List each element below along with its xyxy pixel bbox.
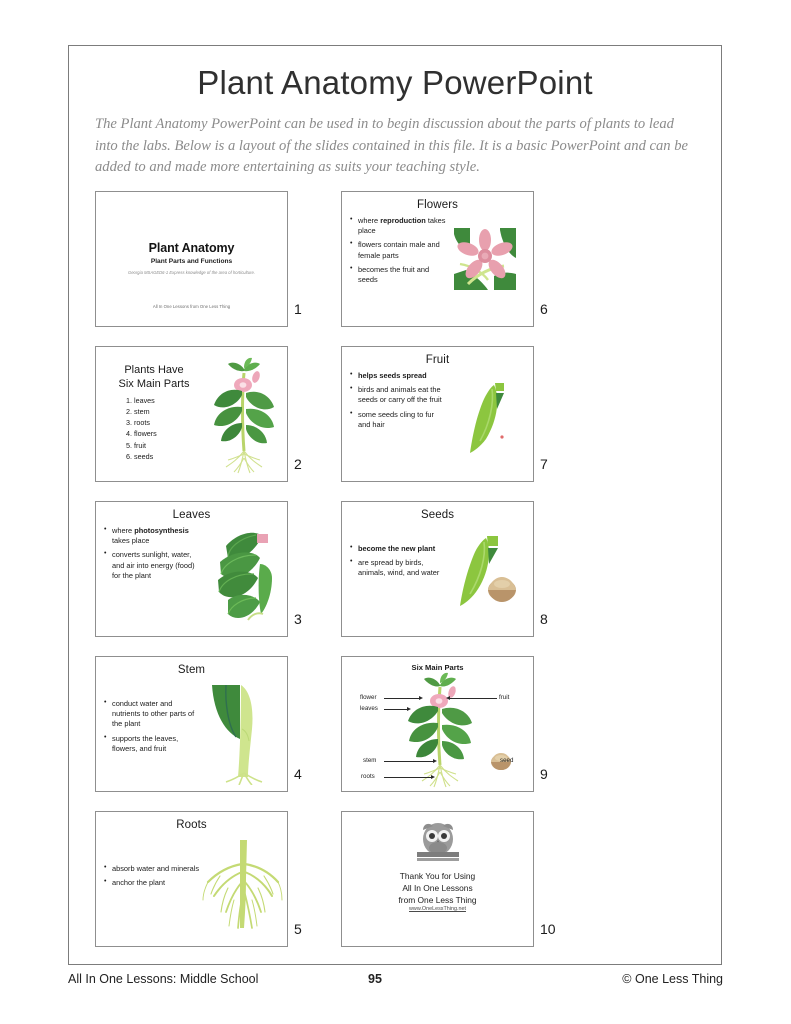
list-item: 1. leaves xyxy=(126,396,155,405)
slide-canvas-9 xyxy=(341,656,534,792)
slide1-main-title: Plant Anatomy xyxy=(148,241,235,255)
slide-thumbnail-1[interactable] xyxy=(95,191,333,346)
bullet-bold: become the new plant xyxy=(358,544,436,553)
bullet-pre: are spread by birds, animals, wind, and water xyxy=(358,558,440,578)
slide-number-6: 6 xyxy=(540,301,548,317)
page-footer xyxy=(68,972,723,992)
slide7-bullets xyxy=(350,371,446,434)
bullet-item xyxy=(350,410,446,430)
diagram-label-seed: seed xyxy=(500,757,514,764)
slide-thumbnail-4[interactable] xyxy=(95,656,333,811)
slide-thumbnail-6[interactable] xyxy=(341,191,579,346)
slide2-parts-list xyxy=(126,395,157,462)
leaves-illustration xyxy=(208,524,280,628)
slide-canvas-2 xyxy=(95,346,288,482)
slide-number-1: 1 xyxy=(294,301,302,317)
slide2-heading-line1: Plants Have xyxy=(124,364,184,376)
slide-canvas-8 xyxy=(341,501,534,637)
slide5-title: Roots xyxy=(176,819,207,831)
bullet-bold: photosynthesis xyxy=(134,526,189,535)
bullet-item xyxy=(350,385,446,405)
bullet-item xyxy=(104,526,200,546)
slide-number-7: 7 xyxy=(540,456,548,472)
slide7-title: Fruit xyxy=(425,354,450,366)
slide-number-5: 5 xyxy=(294,921,302,937)
leader-line-stem xyxy=(384,761,434,762)
arrow-roots xyxy=(431,775,435,779)
leader-line-roots xyxy=(384,777,432,778)
bullet-pre: supports the leaves, flowers, and fruit xyxy=(112,733,179,753)
arrow-flower xyxy=(419,696,423,700)
pod-and-seed-illustration xyxy=(458,534,524,610)
slide3-title: Leaves xyxy=(172,509,211,521)
bullet-pre: absorb water and minerals xyxy=(112,864,200,873)
bullet-item xyxy=(104,864,200,874)
slide-canvas-5 xyxy=(95,811,288,947)
arrow-fruit xyxy=(446,696,450,700)
bullet-item xyxy=(104,878,200,888)
slide-number-4: 4 xyxy=(294,766,302,782)
bullet-pre: anchor the plant xyxy=(112,878,166,888)
list-item: 2. stem xyxy=(126,407,150,417)
bullet-pre: where xyxy=(358,216,381,225)
slide10-url-link[interactable]: www.OneLessThing.net xyxy=(409,906,466,912)
list-item: 6. seeds xyxy=(126,451,154,461)
thanks-line-1: Thank You for Using xyxy=(399,871,476,881)
bullet-item xyxy=(350,544,446,554)
diagram-label-flower: flower xyxy=(360,694,377,701)
slide-canvas-7 xyxy=(341,346,534,482)
page-title: Plant Anatomy PowerPoint xyxy=(197,64,593,101)
slide3-bullets xyxy=(104,526,200,585)
slide-thumbnail-2[interactable] xyxy=(95,346,333,501)
leader-line-flower xyxy=(384,698,420,699)
bullet-item xyxy=(104,699,200,730)
slide8-bullets xyxy=(350,544,446,583)
slide-canvas-10 xyxy=(341,811,534,947)
footer-copyright: © One Less Thing xyxy=(622,972,723,986)
bullet-post: takes place xyxy=(112,536,150,546)
slide1-standard-text: Georgia MSAGED6-1 Express knowledge of the area of horticulture. xyxy=(128,270,255,275)
slide-canvas-4 xyxy=(95,656,288,792)
slide4-title: Stem xyxy=(177,664,206,676)
list-item: 3. roots xyxy=(126,418,150,428)
bullet-bold: helps seeds spread xyxy=(358,371,427,380)
bullet-pre: conduct water and nutrients to other parts of the plant xyxy=(112,699,195,729)
slide-number-9: 9 xyxy=(540,766,548,782)
diagram-label-leaves: leaves xyxy=(360,705,378,712)
leader-line-leaves xyxy=(384,709,408,710)
thanks-line-3: from One Less Thing xyxy=(398,895,477,906)
slide1-subtitle: Plant Parts and Functions xyxy=(150,258,233,265)
slide-thumbnail-9[interactable] xyxy=(341,656,579,811)
footer-left-text: All In One Lessons: Middle School xyxy=(68,972,259,986)
slide2-heading xyxy=(104,363,204,392)
list-item: 4. flowers xyxy=(126,429,157,439)
slide6-bullets xyxy=(350,216,446,289)
slide4-bullets xyxy=(104,699,200,758)
list-item: 5. fruit xyxy=(126,440,146,450)
bullet-item xyxy=(104,734,200,754)
diagram-label-stem: stem xyxy=(363,757,377,764)
bullet-item xyxy=(350,371,446,381)
slide8-title: Seeds xyxy=(420,509,455,521)
whole-plant-illustration xyxy=(204,355,284,477)
intro-paragraph: The Plant Anatomy PowerPoint can be used in to begin discussion about the parts of plants to lead into the labs. Below is a layout of the slides contained in this file. It is a basic PowerPoint and can be added to and made more entertaining as suits your teaching style. xyxy=(95,116,689,176)
slide-canvas-6 xyxy=(341,191,534,327)
bullet-item xyxy=(350,558,446,578)
slide-thumbnail-7[interactable] xyxy=(341,346,579,501)
slide-number-2: 2 xyxy=(294,456,302,472)
slide10-thanks xyxy=(342,870,533,907)
bullet-item xyxy=(350,265,446,285)
slide6-title: Flowers xyxy=(417,199,458,211)
slide5-bullets xyxy=(104,864,200,892)
bullet-pre: where xyxy=(112,526,135,535)
slide-thumbnail-3[interactable] xyxy=(95,501,333,656)
slide9-title: Six Main Parts xyxy=(411,663,464,672)
bullet-pre: some seeds cling to fur and hair xyxy=(358,409,434,429)
arrow-stem xyxy=(433,759,437,763)
slide-thumbnail-8[interactable] xyxy=(341,501,579,656)
bullet-bold: reproduction xyxy=(380,216,426,225)
leader-line-fruit xyxy=(450,698,497,699)
slide-number-8: 8 xyxy=(540,611,548,627)
bullet-item xyxy=(104,550,200,581)
arrow-leaves xyxy=(407,707,411,711)
diagram-label-fruit: fruit xyxy=(499,694,510,701)
slide-canvas-3 xyxy=(95,501,288,637)
footer-page-number: 95 xyxy=(368,972,382,986)
slide1-footer-text: All In One Lessons from One Less Thing xyxy=(152,304,231,309)
bullet-pre: birds and animals eat the seeds or carry off the fruit xyxy=(358,385,442,405)
bullet-pre: becomes the fruit and seeds xyxy=(358,264,430,285)
page-frame xyxy=(68,45,722,965)
bullet-pre: flowers contain male and female parts xyxy=(358,240,440,260)
slide2-heading-line2: Six Main Parts xyxy=(118,378,190,391)
diagram-label-roots: roots xyxy=(361,773,375,780)
roots-illustration xyxy=(200,838,284,934)
bullet-post: takes place xyxy=(358,216,446,236)
slide-number-3: 3 xyxy=(294,611,302,627)
flower-illustration xyxy=(454,228,516,290)
thanks-line-2: All In One Lessons xyxy=(402,883,473,894)
owl-logo-icon xyxy=(411,820,465,864)
pod-illustration xyxy=(466,379,512,457)
labeled-plant-illustration xyxy=(398,671,482,789)
slide-number-10: 10 xyxy=(540,921,556,937)
slide-canvas-1 xyxy=(95,191,288,327)
bullet-item xyxy=(350,216,446,236)
slide-thumbnail-10[interactable] xyxy=(341,811,579,966)
bullet-item xyxy=(350,240,446,260)
slide-thumbnail-5[interactable] xyxy=(95,811,333,966)
stem-illustration xyxy=(208,681,280,785)
bullet-pre: converts sunlight, water, and air into energy (food) for the plant xyxy=(112,550,195,580)
